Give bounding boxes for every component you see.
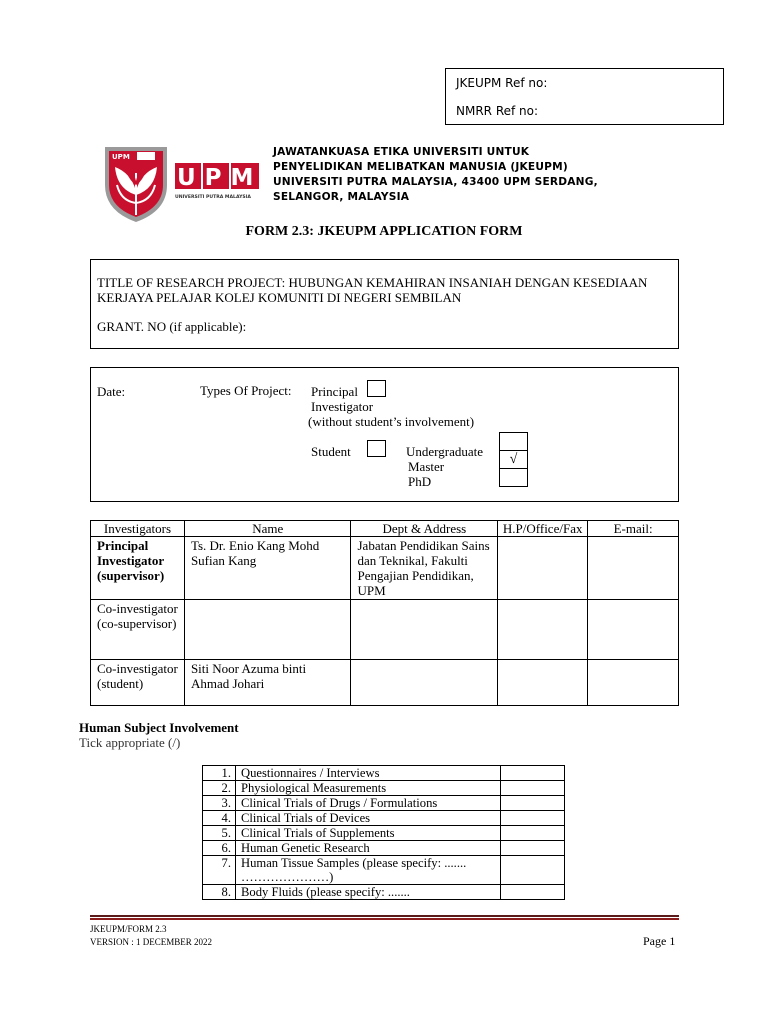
- list-item: [203, 826, 565, 841]
- footer-version-line: VERSION : 1 DECEMBER 2022: [90, 937, 213, 947]
- item-tick-cell[interactable]: [501, 841, 565, 856]
- investigator-phone[interactable]: [498, 537, 588, 600]
- principal-note: (without student’s involvement): [308, 414, 475, 429]
- investigator-role: Principal Investigator (supervisor): [91, 537, 185, 600]
- principal-investigator-checkbox[interactable]: [367, 380, 386, 397]
- item-text: Human Tissue Samples (please specify: ....... …………………): [236, 856, 501, 885]
- item-text: Clinical Trials of Drugs / Formulations: [236, 796, 501, 811]
- svg-text:UNIVERSITI PUTRA MALAYSIA: UNIVERSITI PUTRA MALAYSIA: [175, 195, 251, 200]
- human-subject-instruction: Tick appropriate (/): [79, 735, 181, 750]
- investigator-dept[interactable]: [351, 660, 498, 706]
- principal-investigator-label: [311, 384, 373, 414]
- undergraduate-label: Undergraduate: [406, 444, 484, 459]
- header-line-4: SELANGOR, MALAYSIA: [273, 191, 410, 203]
- item-text: Questionnaires / Interviews: [236, 766, 501, 781]
- list-item: [203, 885, 565, 900]
- investigator-phone[interactable]: [498, 600, 588, 660]
- svg-text:UPM: UPM: [177, 165, 261, 191]
- footer-divider-accent: [90, 918, 679, 920]
- jkeupm-ref-label: JKEUPM Ref no:: [456, 76, 548, 90]
- header-name: Name: [184, 521, 351, 537]
- principal-line-1: Principal: [311, 384, 358, 399]
- student-checkbox[interactable]: [367, 440, 386, 457]
- item-number: 3.: [203, 796, 236, 811]
- master-label: Master: [408, 459, 445, 474]
- header-line-3: UNIVERSITI PUTRA MALAYSIA, 43400 UPM SERDANG,: [273, 176, 598, 188]
- research-title-line-1: TITLE OF RESEARCH PROJECT: HUBUNGAN KEMAHIRAN INSANIAH DENGAN KESEDIAAN: [97, 275, 648, 290]
- project-type-box: [90, 367, 679, 502]
- reference-number-box: [445, 68, 724, 125]
- item-tick-cell[interactable]: [501, 796, 565, 811]
- item-number: 2.: [203, 781, 236, 796]
- item-text: Human Genetic Research: [236, 841, 501, 856]
- investigator-email[interactable]: [588, 537, 679, 600]
- investigator-name: Ts. Dr. Enio Kang Mohd Sufian Kang: [184, 537, 351, 600]
- master-checkbox[interactable]: [499, 450, 528, 469]
- upm-logo: [103, 145, 261, 223]
- svg-text:UPM: UPM: [112, 153, 130, 161]
- item-text: Body Fluids (please specify: .......: [236, 885, 501, 900]
- header-dept-address: Dept & Address: [351, 521, 498, 537]
- human-subject-title: Human Subject Involvement: [79, 720, 239, 735]
- item-tick-cell[interactable]: [501, 826, 565, 841]
- types-of-project-label: Types Of Project:: [200, 383, 292, 398]
- header-investigators: Investigators: [91, 521, 185, 537]
- grant-number-label: GRANT. NO (if applicable):: [97, 319, 247, 334]
- table-row: [91, 660, 679, 706]
- upm-crest-icon: [103, 145, 261, 223]
- footer-divider: [90, 915, 679, 917]
- item-tick-cell[interactable]: [501, 811, 565, 826]
- item-tick-cell[interactable]: [501, 856, 565, 885]
- investigator-role: Co-investigator (student): [91, 660, 185, 706]
- investigator-email[interactable]: [588, 660, 679, 706]
- principal-line-2: Investigator: [311, 399, 374, 414]
- header-email: E-mail:: [588, 521, 679, 537]
- undergraduate-checkbox[interactable]: [499, 432, 528, 451]
- investigator-dept: Jabatan Pendidikan Sains dan Teknikal, Fakulti Pengajian Pendidikan, UPM: [351, 537, 498, 600]
- student-label: Student: [311, 444, 351, 459]
- project-info-box: [90, 259, 679, 349]
- form-title: FORM 2.3: JKEUPM APPLICATION FORM: [245, 224, 523, 239]
- investigator-email[interactable]: [588, 600, 679, 660]
- list-item: [203, 796, 565, 811]
- item-number: 8.: [203, 885, 236, 900]
- item-text: Clinical Trials of Supplements: [236, 826, 501, 841]
- committee-header: [273, 145, 633, 205]
- item-text: Physiological Measurements: [236, 781, 501, 796]
- phd-label: PhD: [408, 474, 432, 489]
- item-number: 6.: [203, 841, 236, 856]
- item-text: Clinical Trials of Devices: [236, 811, 501, 826]
- date-label: Date:: [97, 384, 126, 399]
- phd-checkbox[interactable]: [499, 468, 528, 487]
- footer-code-line: JKEUPM/FORM 2.3: [90, 924, 167, 934]
- item-tick-cell[interactable]: [501, 781, 565, 796]
- header-line-1: JAWATANKUASA ETIKA UNIVERSITI UNTUK: [273, 146, 530, 158]
- nmrr-ref-label: NMRR Ref no:: [456, 104, 539, 118]
- list-item: [203, 781, 565, 796]
- header-line-2: PENYELIDIKAN MELIBATKAN MANUSIA (JKEUPM): [273, 161, 568, 173]
- human-subject-table: [202, 765, 565, 900]
- investigator-phone[interactable]: [498, 660, 588, 706]
- investigator-name[interactable]: [184, 600, 351, 660]
- investigator-name: Siti Noor Azuma binti Ahmad Johari: [184, 660, 351, 706]
- item-tick-cell[interactable]: [501, 885, 565, 900]
- investigator-role: Co-investigator (co-supervisor): [91, 600, 185, 660]
- list-item: [203, 766, 565, 781]
- item-number: 7.: [203, 856, 236, 885]
- page-number: Page 1: [643, 934, 676, 948]
- list-item: [203, 811, 565, 826]
- list-item: [203, 841, 565, 856]
- investigators-table: [90, 520, 679, 706]
- table-header-row: [91, 521, 679, 537]
- footer-form-code: [90, 923, 212, 949]
- table-row: [91, 537, 679, 600]
- research-title-line-2: KERJAYA PELAJAR KOLEJ KOMUNITI DI NEGERI SEMBILAN: [97, 290, 462, 305]
- investigator-dept[interactable]: [351, 600, 498, 660]
- header-phone: H.P/Office/Fax: [498, 521, 588, 537]
- item-number: 1.: [203, 766, 236, 781]
- table-row: [91, 600, 679, 660]
- item-tick-cell[interactable]: [501, 766, 565, 781]
- list-item: [203, 856, 565, 885]
- item-number: 5.: [203, 826, 236, 841]
- item-number: 4.: [203, 811, 236, 826]
- master-tick: √: [509, 452, 518, 467]
